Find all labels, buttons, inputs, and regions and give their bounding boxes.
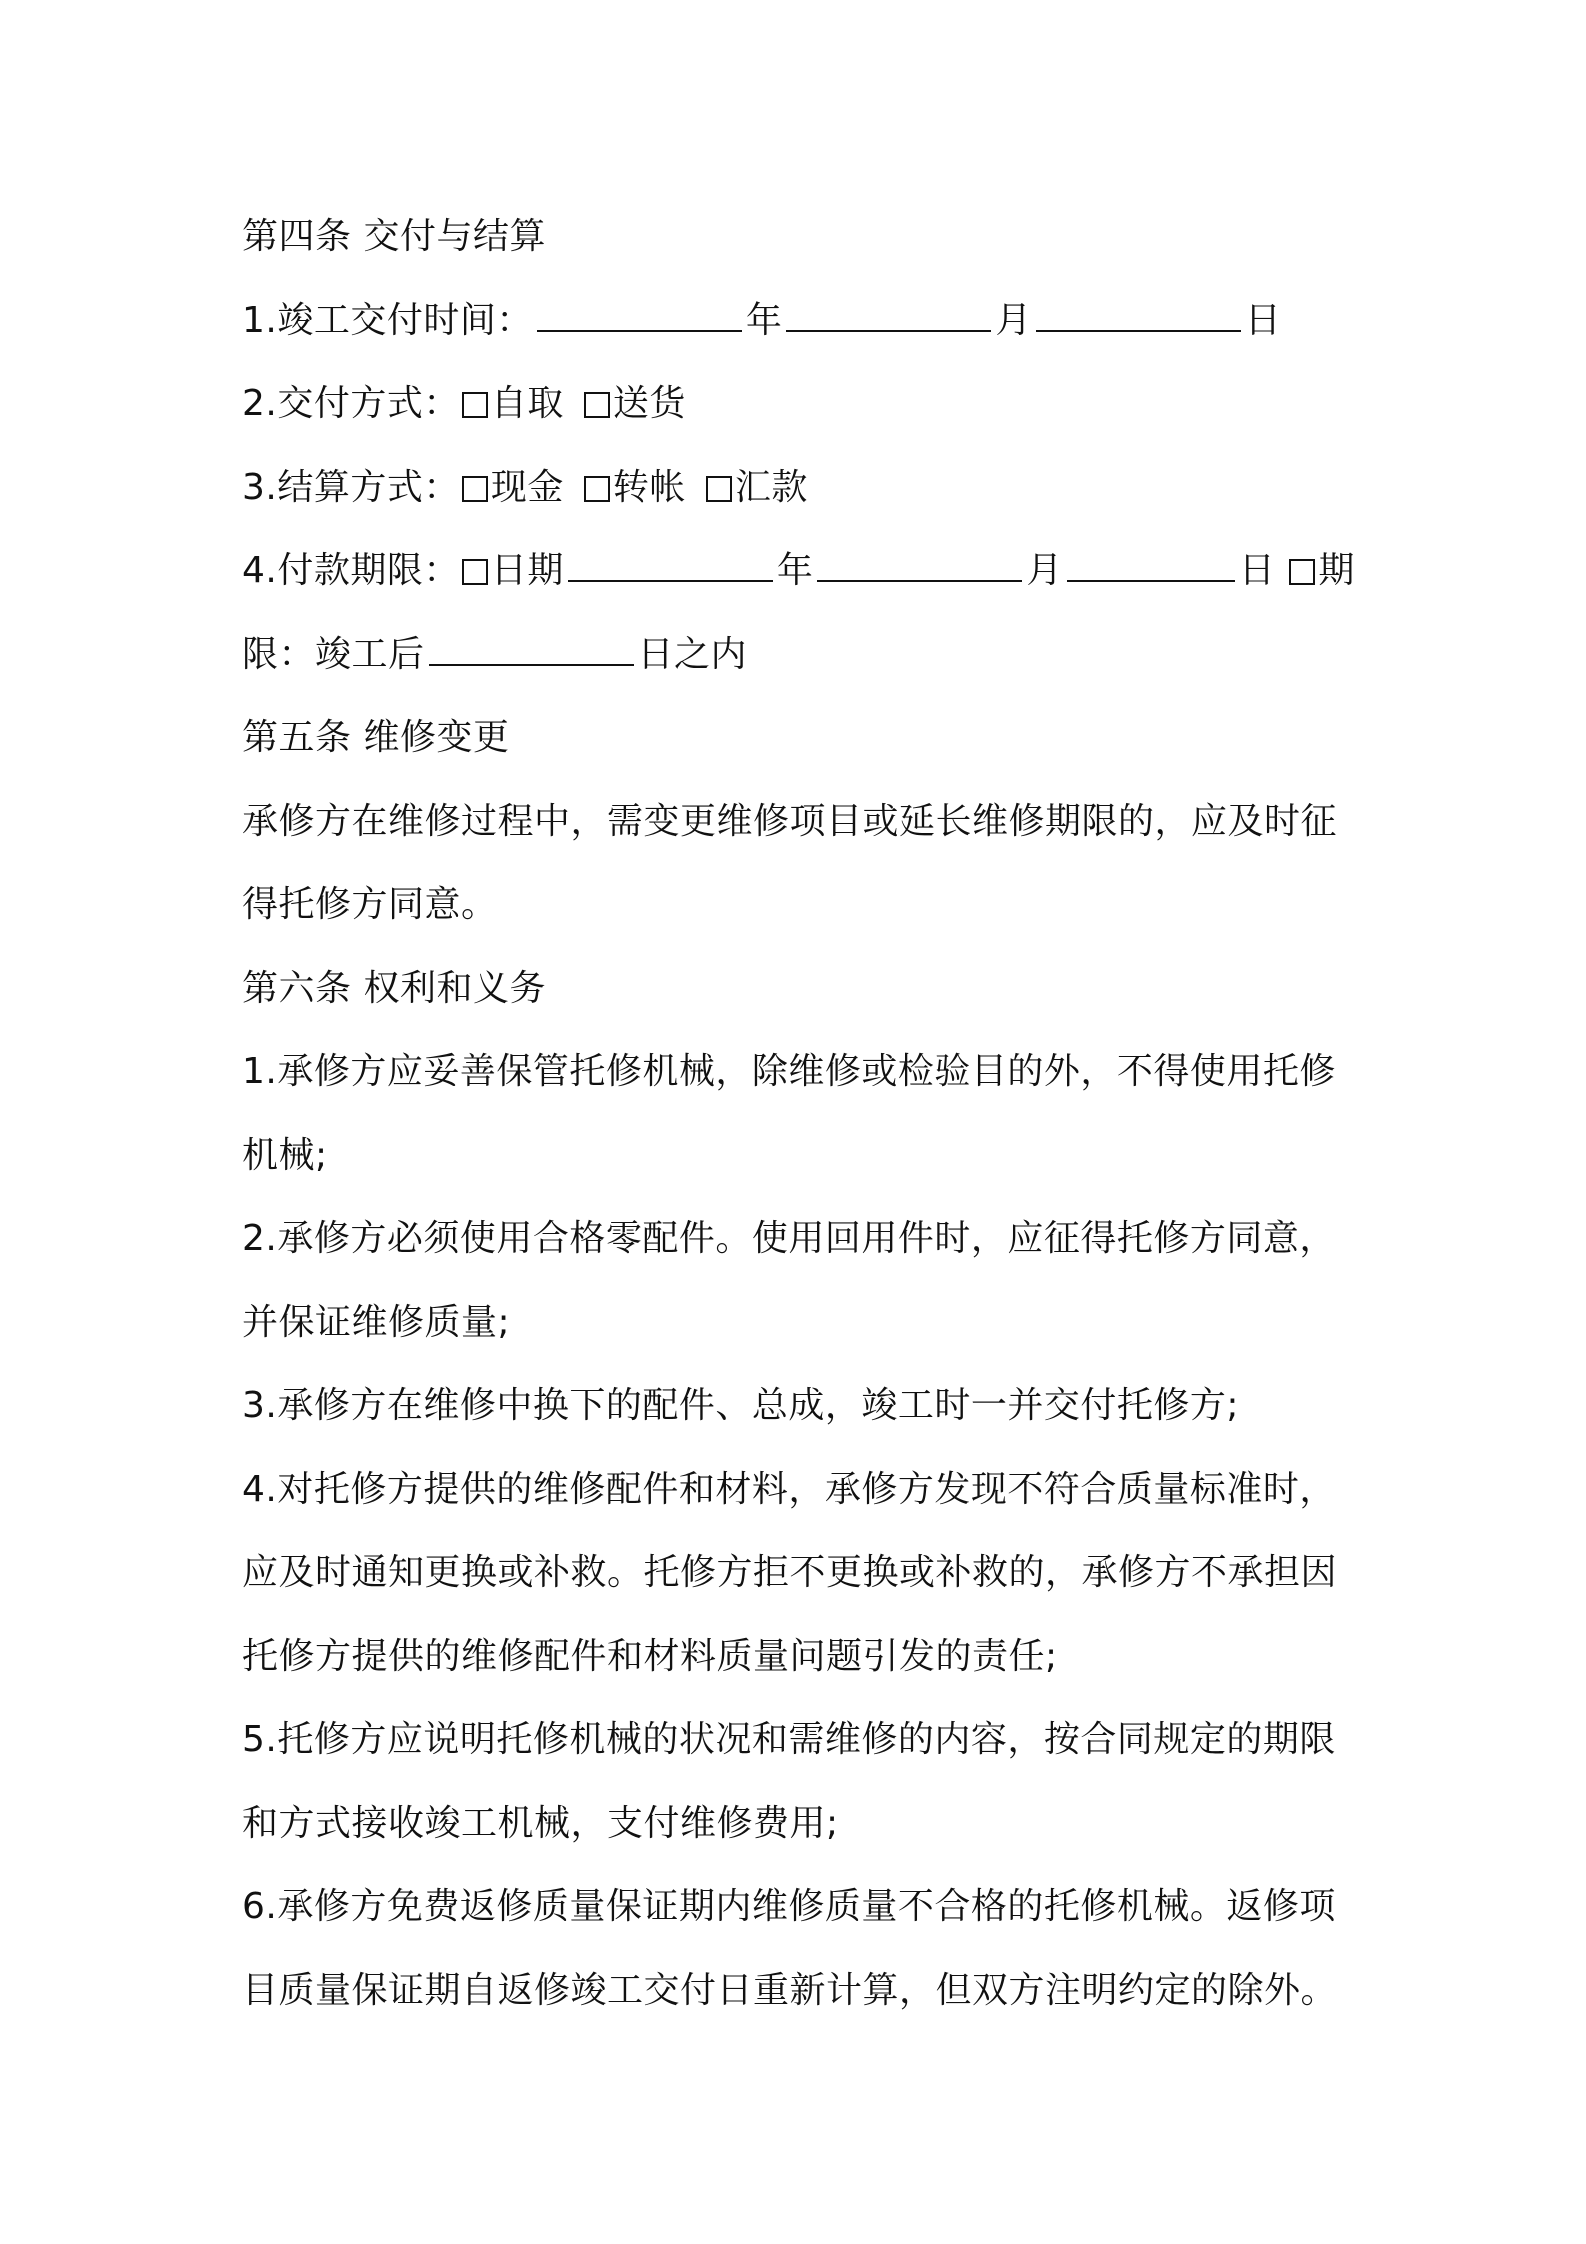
completion-delivery-time-line [242, 279, 1360, 363]
article-6-line: 6.承修方免费返修质量保证期内维修质量不合格的托修机械。返修项 [242, 1886, 1336, 1927]
within-days-label: 日之内 [637, 633, 748, 675]
delivery-method-line [242, 362, 1360, 446]
article-6-line: 5.托修方应说明托修机械的状况和需维修的内容，按合同规定的期限 [242, 1719, 1336, 1760]
article-6-line: 应及时通知更换或补救。托修方拒不更换或补救的，承修方不承担因 [242, 1552, 1338, 1593]
article-6-line: 和方式接收竣工机械，支付维修费用; [242, 1802, 839, 1844]
transfer-label: 转帐 [612, 466, 686, 508]
payment-month-blank[interactable] [817, 552, 1022, 582]
article-6-line: 4.对托修方提供的维修配件和材料，承修方发现不符合质量标准时， [242, 1468, 1336, 1510]
self-pickup-label: 自取 [490, 383, 564, 424]
days-after-completion-blank[interactable] [429, 636, 634, 666]
completion-delivery-time-label: 1.竣工交付时间： [242, 299, 533, 341]
payment-year-blank[interactable] [568, 552, 773, 582]
remittance-checkbox[interactable] [706, 476, 732, 502]
year-unit: 年 [745, 299, 783, 341]
article-6-line: 并保证维修质量; [242, 1301, 511, 1343]
delivery-year-blank[interactable] [537, 302, 742, 332]
payment-date-label: 日期 [490, 550, 564, 591]
article-6-line: 托修方提供的维修配件和材料质量问题引发的责任; [242, 1635, 1058, 1677]
month-unit: 月 [995, 299, 1032, 341]
article-6-line: 2.承修方必须使用合格零配件。使用回用件时，应征得托修方同意， [242, 1218, 1336, 1259]
remittance-label: 汇款 [734, 466, 808, 508]
payment-period-checkbox[interactable] [1289, 559, 1315, 585]
month-unit: 月 [1026, 550, 1063, 591]
payment-period-label-head: 期 [1318, 550, 1355, 591]
payment-date-checkbox[interactable] [462, 559, 488, 585]
article-5-paragraph-line: 得托修方同意。 [242, 884, 498, 925]
delivery-month-blank[interactable] [786, 302, 991, 332]
article-5-paragraph-line: 承修方在维修过程中，需变更维修项目或延长维修期限的，应及时征 [242, 800, 1338, 842]
home-delivery-checkbox[interactable] [584, 392, 610, 418]
contract-page [242, 195, 1360, 2032]
article-6-line: 机械; [242, 1134, 328, 1176]
payment-term-label: 4.付款期限： [242, 550, 460, 591]
article-6-line: 1.承修方应妥善保管托修机械，除维修或检验目的外，不得使用托修 [242, 1051, 1336, 1092]
article-6-line: 目质量保证期自返修竣工交付日重新计算，但双方注明约定的除外。 [242, 1969, 1338, 2011]
day-unit: 日 [1244, 299, 1282, 341]
transfer-checkbox[interactable] [584, 476, 610, 502]
payment-day-blank[interactable] [1067, 552, 1235, 582]
home-delivery-label: 送货 [612, 383, 686, 424]
payment-period-label-tail: 限：竣工后 [242, 633, 425, 675]
article-4-heading: 第四条 交付与结算 [242, 216, 546, 257]
year-unit: 年 [776, 550, 814, 591]
article-5-heading: 第五条 维修变更 [242, 717, 510, 758]
article-6-line: 3.承修方在维修中换下的配件、总成，竣工时一并交付托修方; [242, 1385, 1239, 1426]
article-6-heading: 第六条 权利和义务 [242, 967, 546, 1009]
delivery-day-blank[interactable] [1036, 302, 1241, 332]
payment-term-line [242, 529, 1360, 613]
settlement-method-line [242, 446, 1360, 530]
self-pickup-checkbox[interactable] [462, 392, 488, 418]
payment-period-line [242, 613, 1360, 697]
cash-checkbox[interactable] [462, 476, 488, 502]
cash-label: 现金 [490, 466, 564, 508]
delivery-method-label: 2.交付方式： [242, 383, 460, 424]
settlement-method-label: 3.结算方式： [242, 466, 460, 508]
day-unit: 日 [1238, 550, 1276, 591]
